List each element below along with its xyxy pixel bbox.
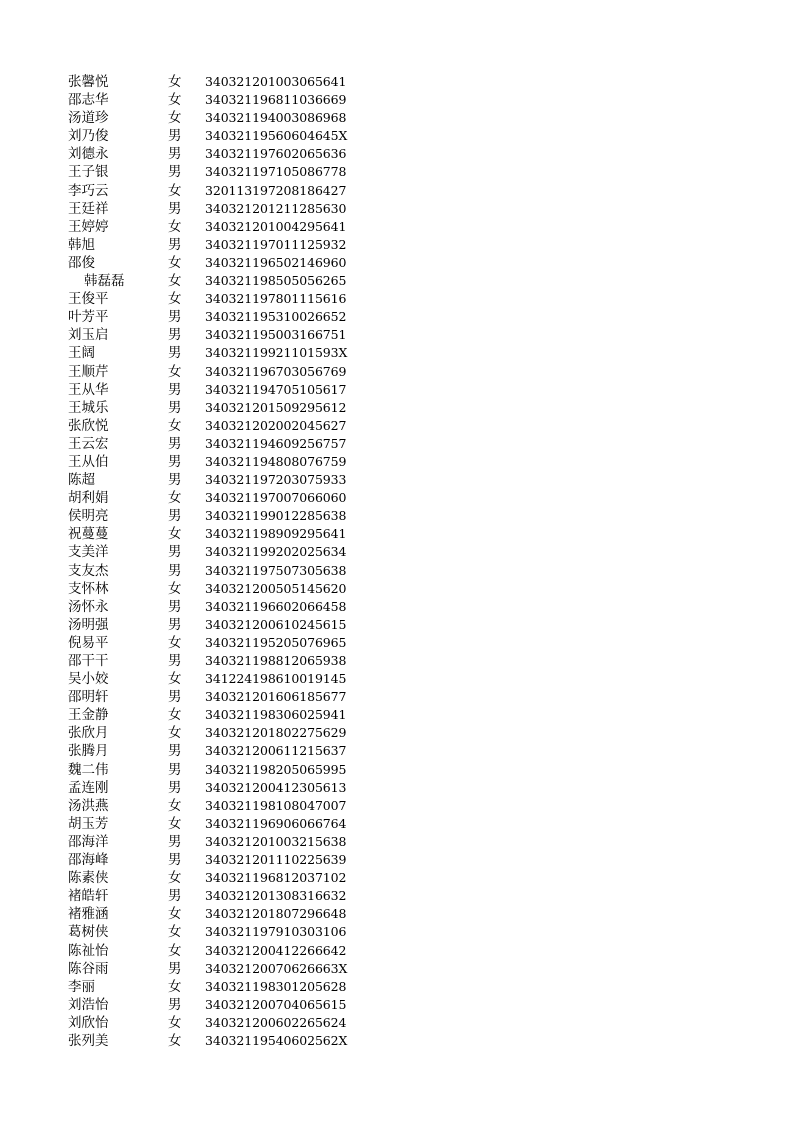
- id-number-cell: 340321200505145620: [205, 580, 347, 596]
- gender-cell: 女: [168, 74, 182, 90]
- name-cell: 魏二伟: [68, 761, 109, 778]
- table-row: [68, 634, 368, 652]
- table-row: [68, 887, 368, 905]
- gender-cell: 男: [168, 345, 182, 362]
- gender-cell: 男: [168, 453, 182, 470]
- id-number-cell: 340321197203075933: [205, 472, 347, 488]
- gender-cell: 女: [168, 580, 182, 597]
- gender-cell: 女: [168, 906, 182, 923]
- name-cell: 王婷婷: [68, 218, 109, 235]
- table-row: [68, 688, 368, 706]
- table-row: [68, 706, 368, 724]
- name-cell: 张馨悦: [68, 74, 109, 90]
- table-row: [68, 272, 368, 290]
- id-number-cell: 340321195205076965: [205, 634, 347, 650]
- table-row: [68, 200, 368, 218]
- name-cell: 韩旭: [68, 236, 95, 253]
- gender-cell: 女: [168, 490, 182, 507]
- name-cell: 褚雅涵: [68, 906, 109, 923]
- table-row: [68, 923, 368, 941]
- name-cell: 王从伯: [68, 453, 109, 470]
- gender-cell: 女: [168, 1014, 182, 1031]
- table-row: [68, 942, 368, 960]
- table-row: [68, 254, 368, 272]
- name-cell: 王顺芹: [68, 363, 109, 380]
- name-cell: 侯明亮: [68, 508, 109, 525]
- name-cell: 陈谷雨: [68, 960, 109, 977]
- gender-cell: 男: [168, 761, 182, 778]
- table-row: [68, 1032, 368, 1050]
- id-number-cell: 340321195310026652: [205, 309, 347, 325]
- name-cell: 王廷祥: [68, 200, 109, 217]
- id-number-cell: 34032119540602562X: [205, 1032, 348, 1048]
- gender-cell: 女: [168, 707, 182, 724]
- name-cell: 张欣悦: [68, 417, 109, 434]
- gender-cell: 男: [168, 544, 182, 561]
- gender-cell: 女: [168, 273, 182, 290]
- id-number-cell: 340321196502146960: [205, 254, 347, 270]
- id-number-cell: 340321201211285630: [205, 200, 347, 216]
- id-number-cell: 340321198909295641: [205, 526, 347, 542]
- id-number-cell: 340321200602265624: [205, 1014, 347, 1030]
- gender-cell: 男: [168, 472, 182, 489]
- name-cell: 王从华: [68, 381, 109, 398]
- gender-cell: 女: [168, 182, 182, 199]
- id-number-cell: 340321196602066458: [205, 598, 347, 614]
- table-row: [68, 489, 368, 507]
- name-cell: 邵志华: [68, 92, 109, 109]
- id-number-cell: 340321197507305638: [205, 562, 347, 578]
- name-cell: 张欣月: [68, 725, 109, 742]
- id-number-cell: 340321197602065636: [205, 146, 347, 162]
- gender-cell: 男: [168, 689, 182, 706]
- id-number-cell: 34032120070626663X: [205, 960, 348, 976]
- table-row: [68, 978, 368, 996]
- gender-cell: 女: [168, 291, 182, 308]
- id-number-cell: 340321201110225639: [205, 852, 347, 868]
- id-number-cell: 340321200412266642: [205, 942, 347, 958]
- id-number-cell: 340321198812065938: [205, 653, 347, 668]
- id-number-cell: 340321199202025634: [205, 544, 347, 560]
- gender-cell: 女: [168, 526, 182, 543]
- table-row: [68, 779, 368, 797]
- id-number-cell: 340321194003086968: [205, 110, 347, 126]
- table-row: [68, 996, 368, 1014]
- gender-cell: 男: [168, 653, 182, 669]
- gender-cell: 男: [168, 598, 182, 615]
- gender-cell: 女: [168, 92, 182, 109]
- gender-cell: 女: [168, 218, 182, 235]
- table-row: [68, 326, 368, 344]
- name-cell: 陈素侠: [68, 870, 109, 887]
- gender-cell: 男: [168, 399, 182, 416]
- name-cell: 祝蔓蔓: [68, 526, 109, 543]
- gender-cell: 男: [168, 833, 182, 850]
- id-number-cell: 340321199012285638: [205, 508, 347, 524]
- name-cell: 邵海峰: [68, 852, 109, 869]
- id-number-cell: 340321194705105617: [205, 381, 347, 397]
- table-row: [68, 761, 368, 779]
- gender-cell: 男: [168, 236, 182, 253]
- table-row: [68, 399, 368, 417]
- table-row: [68, 163, 368, 181]
- gender-cell: 男: [168, 327, 182, 344]
- id-number-cell: 340321196906066764: [205, 815, 347, 831]
- id-number-cell: 340321201606185677: [205, 689, 347, 705]
- name-cell: 王城乐: [68, 399, 109, 416]
- name-cell: 张腾月: [68, 743, 109, 760]
- name-cell: 汤明强: [68, 616, 109, 633]
- table-row: [68, 435, 368, 453]
- name-cell: 刘玉启: [68, 327, 109, 344]
- gender-cell: 男: [168, 381, 182, 398]
- id-number-cell: 340321198505056265: [205, 273, 347, 289]
- name-cell: 汤道珍: [68, 110, 109, 127]
- gender-cell: 女: [168, 254, 182, 271]
- name-cell: 陈超: [68, 472, 95, 489]
- name-cell: 王金静: [68, 707, 109, 724]
- table-row: [68, 797, 368, 815]
- name-cell: 邵明轩: [68, 689, 109, 706]
- id-number-cell: 340321196811036669: [205, 92, 347, 108]
- name-cell: 吴小姣: [68, 671, 109, 688]
- table-row: [68, 381, 368, 399]
- table-row: [68, 182, 368, 200]
- gender-cell: 女: [168, 110, 182, 127]
- table-row: [68, 580, 368, 598]
- id-number-cell: 34032119560604645X: [205, 128, 348, 144]
- name-cell: 支美洋: [68, 544, 109, 561]
- gender-cell: 男: [168, 960, 182, 977]
- gender-cell: 女: [168, 942, 182, 959]
- name-cell: 孟连刚: [68, 779, 109, 796]
- table-row: [68, 851, 368, 869]
- name-cell: 胡玉芳: [68, 815, 109, 832]
- id-number-cell: 340321194808076759: [205, 453, 347, 469]
- table-row: [68, 453, 368, 471]
- id-number-cell: 340321197910303106: [205, 924, 347, 940]
- name-cell: 王俊平: [68, 291, 109, 308]
- id-number-cell: 34032119921101593X: [205, 345, 348, 361]
- name-cell: 韩磊磊: [84, 273, 125, 290]
- gender-cell: 男: [168, 562, 182, 579]
- id-number-cell: 340321197801115616: [205, 291, 347, 307]
- table-row: [68, 363, 368, 381]
- table-row: [68, 507, 368, 525]
- gender-cell: 男: [168, 164, 182, 181]
- name-cell: 褚皓轩: [68, 888, 109, 905]
- roster-table: [68, 73, 368, 1050]
- gender-cell: 女: [168, 978, 182, 995]
- id-number-cell: 340321198301205628: [205, 978, 347, 994]
- gender-cell: 女: [168, 725, 182, 742]
- gender-cell: 男: [168, 146, 182, 163]
- table-row: [68, 1014, 368, 1032]
- gender-cell: 女: [168, 634, 182, 651]
- id-number-cell: 340321201802275629: [205, 725, 347, 741]
- table-row: [68, 742, 368, 760]
- id-number-cell: 340321201004295641: [205, 218, 347, 234]
- table-row: [68, 417, 368, 435]
- gender-cell: 女: [168, 797, 182, 814]
- id-number-cell: 341224198610019145: [205, 671, 347, 687]
- table-row: [68, 598, 368, 616]
- gender-cell: 女: [168, 924, 182, 941]
- name-cell: 汤怀永: [68, 598, 109, 615]
- name-cell: 葛树侠: [68, 924, 109, 941]
- table-row: [68, 109, 368, 127]
- name-cell: 邵俊: [68, 254, 95, 271]
- table-row: [68, 471, 368, 489]
- table-row: [68, 290, 368, 308]
- table-row: [68, 815, 368, 833]
- gender-cell: 女: [168, 815, 182, 832]
- gender-cell: 男: [168, 888, 182, 905]
- name-cell: 王子银: [68, 164, 109, 181]
- id-number-cell: 340321201807296648: [205, 906, 347, 922]
- name-cell: 邵海洋: [68, 833, 109, 850]
- gender-cell: 男: [168, 200, 182, 217]
- id-number-cell: 340321198108047007: [205, 797, 347, 813]
- name-cell: 支友杰: [68, 562, 109, 579]
- id-number-cell: 340321200610245615: [205, 616, 347, 632]
- name-cell: 刘乃俊: [68, 128, 109, 145]
- gender-cell: 男: [168, 309, 182, 326]
- table-row: [68, 73, 368, 91]
- id-number-cell: 340321197011125932: [205, 236, 347, 252]
- name-cell: 汤洪燕: [68, 797, 109, 814]
- table-row: [68, 236, 368, 254]
- gender-cell: 男: [168, 743, 182, 760]
- table-row: [68, 905, 368, 923]
- name-cell: 王阔: [68, 345, 95, 362]
- table-row: [68, 833, 368, 851]
- id-number-cell: 340321201509295612: [205, 399, 347, 415]
- gender-cell: 男: [168, 128, 182, 145]
- id-number-cell: 340321198306025941: [205, 707, 347, 723]
- table-row: [68, 127, 368, 145]
- id-number-cell: 340321201003215638: [205, 833, 347, 849]
- name-cell: 倪易平: [68, 634, 109, 651]
- gender-cell: 女: [168, 417, 182, 434]
- id-number-cell: 340321200704065615: [205, 996, 347, 1012]
- name-cell: 胡利娟: [68, 490, 109, 507]
- id-number-cell: 340321201003065641: [205, 74, 347, 89]
- id-number-cell: 340321201308316632: [205, 888, 347, 904]
- id-number-cell: 320113197208186427: [205, 182, 347, 198]
- table-row: [68, 652, 368, 670]
- gender-cell: 女: [168, 1032, 182, 1049]
- name-cell: 刘欣怡: [68, 1014, 109, 1031]
- name-cell: 叶芳平: [68, 309, 109, 326]
- name-cell: 陈祉怡: [68, 942, 109, 959]
- name-cell: 邵干干: [68, 653, 109, 669]
- id-number-cell: 340321194609256757: [205, 435, 347, 451]
- table-row: [68, 562, 368, 580]
- id-number-cell: 340321197105086778: [205, 164, 347, 180]
- table-row: [68, 344, 368, 362]
- id-number-cell: 340321196812037102: [205, 870, 347, 886]
- id-number-cell: 340321200412305613: [205, 779, 347, 795]
- gender-cell: 女: [168, 671, 182, 688]
- id-number-cell: 340321198205065995: [205, 761, 347, 777]
- name-cell: 刘浩怡: [68, 996, 109, 1013]
- name-cell: 张列美: [68, 1032, 109, 1049]
- id-number-cell: 340321195003166751: [205, 327, 347, 343]
- id-number-cell: 340321196703056769: [205, 363, 347, 379]
- table-row: [68, 960, 368, 978]
- table-row: [68, 869, 368, 887]
- table-row: [68, 724, 368, 742]
- name-cell: 李巧云: [68, 182, 109, 199]
- gender-cell: 男: [168, 779, 182, 796]
- gender-cell: 男: [168, 435, 182, 452]
- gender-cell: 男: [168, 996, 182, 1013]
- table-row: [68, 543, 368, 561]
- id-number-cell: 340321202002045627: [205, 417, 347, 433]
- table-row: [68, 218, 368, 236]
- id-number-cell: 340321197007066060: [205, 490, 347, 506]
- table-row: [68, 91, 368, 109]
- id-number-cell: 340321200611215637: [205, 743, 347, 759]
- gender-cell: 女: [168, 363, 182, 380]
- gender-cell: 女: [168, 870, 182, 887]
- name-cell: 李丽: [68, 978, 95, 995]
- name-cell: 支怀林: [68, 580, 109, 597]
- table-row: [68, 670, 368, 688]
- gender-cell: 男: [168, 508, 182, 525]
- name-cell: 刘德永: [68, 146, 109, 163]
- table-row: [68, 308, 368, 326]
- gender-cell: 男: [168, 852, 182, 869]
- table-row: [68, 145, 368, 163]
- name-cell: 王云宏: [68, 435, 109, 452]
- gender-cell: 男: [168, 616, 182, 633]
- table-row: [68, 525, 368, 543]
- table-row: [68, 616, 368, 634]
